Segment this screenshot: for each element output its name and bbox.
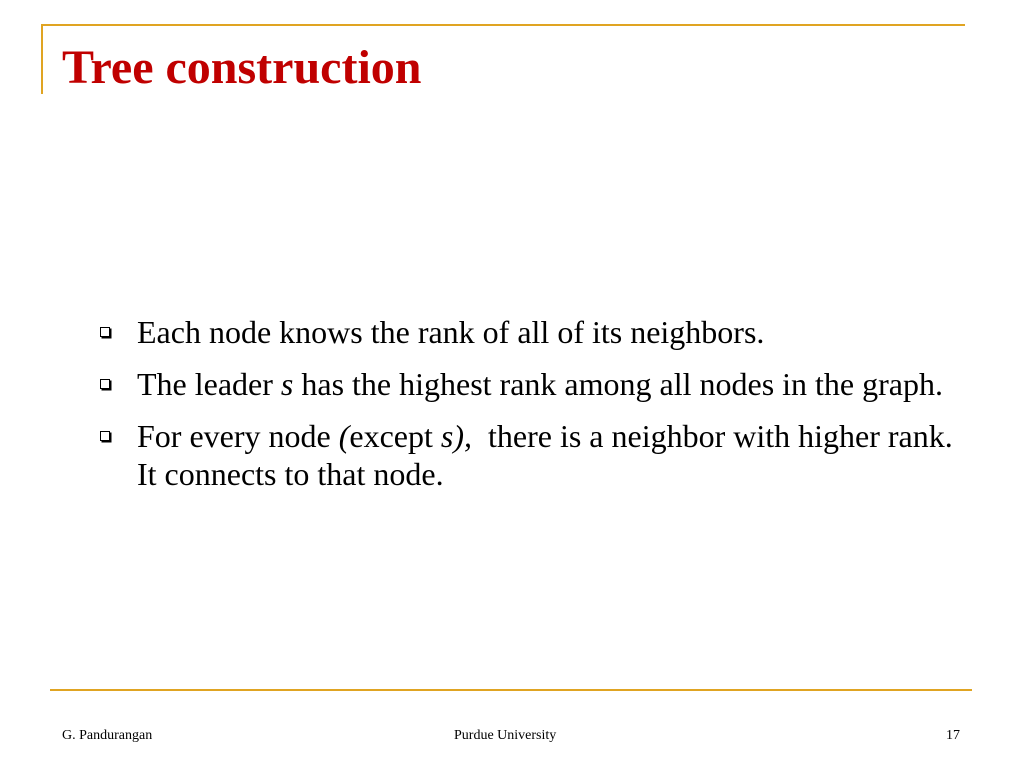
bullet-text: The leader s has the highest rank among all nodes in the graph.: [137, 366, 943, 402]
bullet-text: Each node knows the rank of all of its neighbors.: [137, 314, 765, 350]
hollow-square-bullet-icon: [100, 327, 110, 337]
bullet-text: For every node (except s), there is a neighbor with higher rank. It connects to that node.: [137, 418, 961, 492]
hollow-square-bullet-icon: [100, 431, 110, 441]
footer-institution: Purdue University: [454, 728, 557, 743]
bullet-item: [100, 365, 980, 403]
page-number: 17: [946, 728, 960, 743]
hollow-square-bullet-icon: [100, 379, 110, 389]
footer-author: G. Pandurangan: [62, 728, 153, 743]
top-accent-line: [41, 24, 965, 26]
bullet-item: [100, 417, 980, 493]
bullet-item: [100, 313, 980, 351]
bullet-list: [100, 313, 980, 507]
left-accent-line: [41, 24, 43, 94]
slide-title: Tree construction: [62, 41, 422, 94]
footer-divider: [50, 689, 972, 691]
